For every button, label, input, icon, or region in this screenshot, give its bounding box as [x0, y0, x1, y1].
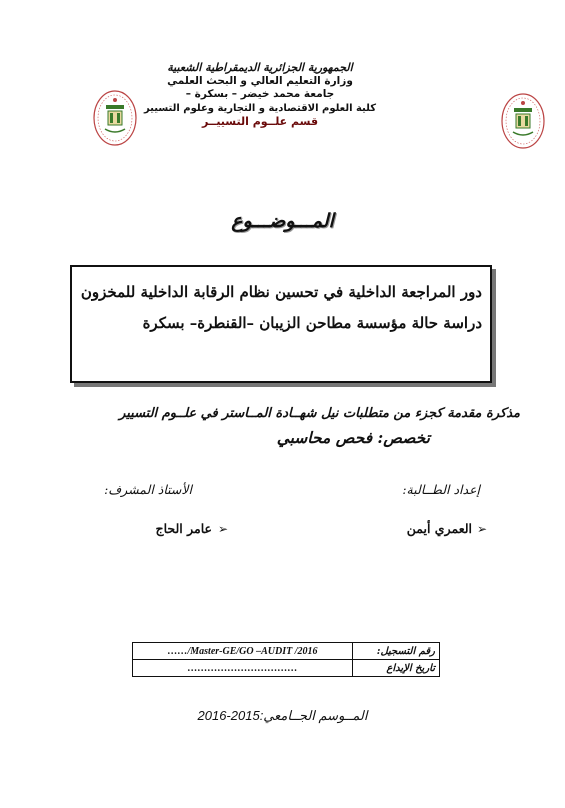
supervisor-label: الأستاذ المشرف:	[104, 482, 192, 497]
header-ministry: وزارة التعليم العالي و البحث العلمي	[167, 74, 353, 87]
subject-heading: المـــوضـــوع	[231, 210, 334, 232]
institution-header	[135, 61, 385, 129]
registration-table	[132, 642, 440, 677]
deposit-date-value: ……………………………	[133, 660, 353, 677]
header-department: قسم علــوم التسييــر	[201, 115, 319, 128]
arrow-bullet-icon: ➢	[218, 522, 229, 536]
university-logo-right	[500, 92, 546, 150]
title-line-1: دور المراجعة الداخلية في تحسين نظام الرقابة الداخلية للمخزون	[80, 283, 482, 301]
title-line-2: دراسة حالة مؤسسة مطاحن الزيبان –القنطرة– بسكرة	[142, 314, 482, 332]
header-republic: الجمهورية الجزائرية الديمقراطية الشعبية	[167, 61, 353, 74]
specialty: تخصص: فحص محاسبي	[276, 428, 430, 447]
header-faculty: كلية العلوم الاقتصادية و التجارية وعلوم التسيير	[143, 102, 377, 114]
arrow-bullet-icon: ➢	[477, 522, 488, 536]
student-name: العمري أيمن	[406, 521, 472, 536]
student-label: إعداد الطــالبة:	[402, 482, 480, 497]
university-logo-left	[92, 89, 138, 147]
table-row	[133, 660, 440, 677]
registration-number-label: رقم التسجيل:	[353, 643, 440, 660]
academic-year: المــوسم الجــامعي:2015-2016	[197, 708, 368, 723]
registration-number-value: ……/Master-GE/GO –AUDIT /2016	[133, 643, 353, 660]
supervisor-name: عامر الحاج	[155, 521, 212, 536]
memo-statement: مذكرة مقدمة كجزء من متطلبات نيل شهــادة المــاستر في علــوم التسيير	[119, 406, 520, 421]
table-row	[133, 643, 440, 660]
deposit-date-label: تاريخ الإيداع	[353, 660, 440, 677]
header-university: جامعة محمد خيضر – بسكرة –	[185, 88, 335, 100]
